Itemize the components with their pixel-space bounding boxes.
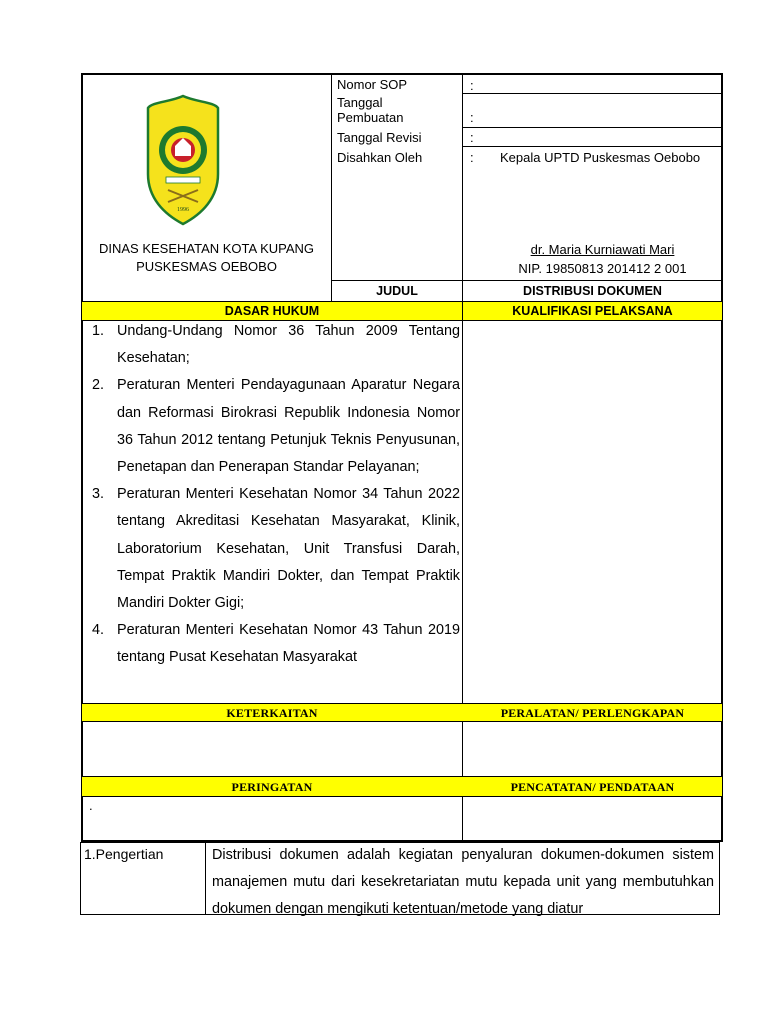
frame-left [81, 73, 83, 842]
row-line-judul-top [332, 280, 722, 281]
label-tanggal-pembuatan-text: Tanggal Pembuatan [337, 95, 404, 125]
signer-name: dr. Maria Kurniawati Mari [530, 242, 675, 257]
colon-revisi: : [470, 130, 474, 145]
list-item-text: Peraturan Menteri Pendayagunaan Aparatur Negara dan Reformasi Birokrasi Republik Indonesia Nomor 36 Tahun 2012 tentang Petunjuk Teknis Penyusunan, Penetapan dan Penerapan Standar Pelayanan; [117, 377, 460, 476]
row-line-revisi [463, 146, 722, 147]
signer-nip: NIP. 19850813 201412 2 001 [518, 261, 687, 276]
pengertian-left [80, 842, 81, 915]
peringatan-value: . [89, 798, 93, 813]
kualifikasi-header: KUALIFIKASI PELAKSANA [512, 304, 673, 318]
dasar-hukum-list [92, 318, 460, 672]
list-item-number: 3. [92, 486, 105, 503]
list-item [92, 617, 460, 671]
keterkaitan-header: KETERKAITAN [226, 706, 318, 720]
org-name-line2: PUSKESMAS OEBOBO [136, 259, 277, 274]
pengertian-label: 1.Pengertian [84, 846, 164, 862]
colon-disahkan: : [470, 150, 474, 165]
frame-right [721, 73, 723, 842]
colon-tanggal: : [470, 110, 474, 125]
judul-value: DISTRIBUSI DOKUMEN [523, 284, 662, 298]
list-item [92, 481, 460, 617]
label-tanggal-pembuatan [337, 95, 447, 125]
row-line-nomor [463, 93, 722, 94]
list-item [92, 372, 460, 481]
judul-label: JUDUL [376, 284, 418, 298]
approved-by: Kepala UPTD Puskesmas Oebobo [500, 150, 701, 165]
peringatan-band-bottom [82, 796, 722, 797]
peralatan-header: PERALATAN/ PERLENGKAPAN [500, 706, 685, 720]
kupang-crest-icon [146, 94, 220, 226]
list-item [92, 318, 460, 372]
header-col-sep-1 [331, 74, 332, 302]
org-name-line1: DINAS KESEHATAN KOTA KUPANG [98, 241, 315, 256]
label-tanggal-revisi: Tanggal Revisi [337, 130, 422, 145]
label-disahkan-oleh: Disahkan Oleh [337, 150, 423, 165]
dasar-hukum-header: DASAR HUKUM [224, 304, 320, 318]
list-item-text: Undang-Undang Nomor 36 Tahun 2009 Tentang Kesehatan; [117, 323, 460, 367]
peringatan-header: PERINGATAN [231, 780, 313, 794]
list-item-text: Peraturan Menteri Kesehatan Nomor 43 Tahun 2019 tentang Pusat Kesehatan Masyarakat [117, 622, 460, 666]
pengertian-sep [205, 842, 206, 915]
list-item-number: 1. [92, 323, 105, 339]
frame-top [81, 73, 723, 75]
body-col-sep [462, 302, 463, 840]
label-nomor-sop: Nomor SOP [337, 77, 408, 92]
row-line-tanggal [463, 127, 722, 128]
pengertian-text: Distribusi dokumen adalah kegiatan penyaluran dokumen-dokumen sistem manajemen mutu dari kesekretariatan mutu kepada unit yang membutuhkan dokumen dengan mengikuti ketentuan/metode yang diatur [212, 847, 714, 918]
keterkaitan-band-bottom [82, 721, 722, 722]
pengertian-right [719, 842, 720, 915]
pencatatan-header: PENCATATAN/ PENDATAAN [510, 780, 675, 794]
list-item-number: 2. [92, 377, 105, 394]
logo-year: 1996 [177, 207, 189, 213]
list-item-text: Peraturan Menteri Kesehatan Nomor 34 Tahun 2022 tentang Akreditasi Kesehatan Masyarakat, Klinik, Laboratorium Kesehatan, Unit Transfusi Darah, Tempat Praktik Mandiri Dokter, dan Tempat Praktik Mandiri Dokter Gigi; [117, 486, 460, 612]
list-item-number: 4. [92, 622, 105, 639]
colon-nomor: : [470, 78, 474, 93]
